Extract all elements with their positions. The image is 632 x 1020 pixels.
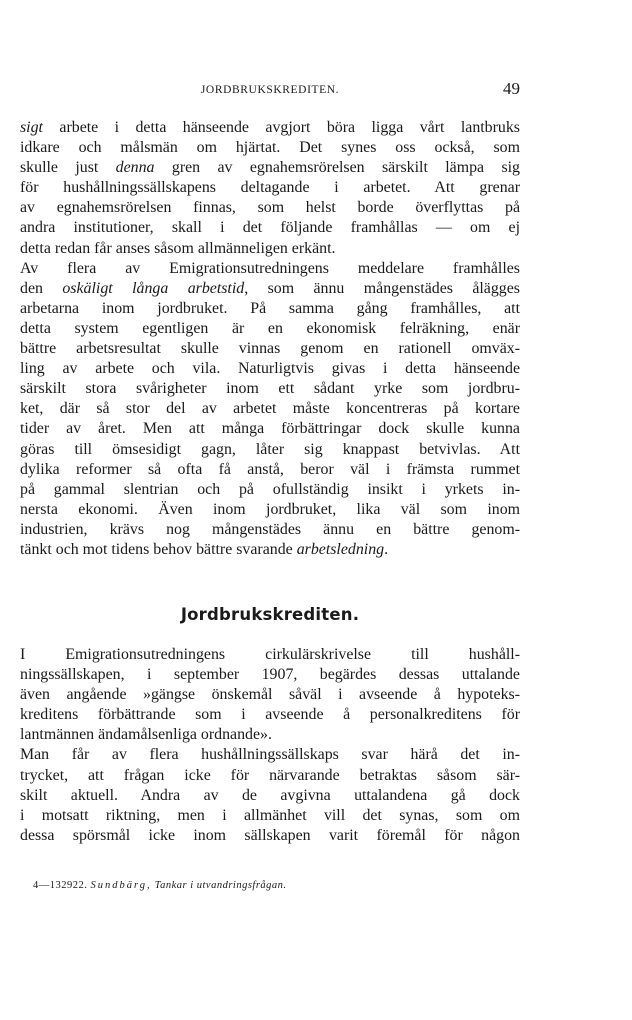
signature-title: Tankar i utvandringsfrågan. bbox=[154, 880, 287, 891]
text-segment: av egnahemsrörelsen finnas, som helst borde överflyttas på bbox=[20, 199, 520, 217]
text-line bbox=[20, 118, 520, 138]
text-line bbox=[20, 480, 520, 500]
page-number: 49 bbox=[503, 79, 520, 98]
text-segment: skulle just bbox=[20, 159, 116, 177]
body-text-block-2 bbox=[20, 645, 520, 846]
text-line bbox=[20, 806, 520, 826]
text-segment: kreditens förbättrande som i avseende å personalkreditens för bbox=[20, 706, 520, 724]
signature-author: Sundbärg, bbox=[90, 880, 152, 891]
text-line bbox=[20, 399, 520, 419]
text-segment: dessa spörsmål icke inom sällskapen varit föremål för någon bbox=[20, 826, 520, 844]
text-line bbox=[20, 239, 520, 259]
running-title: JORDBRUKSKREDITEN. bbox=[200, 84, 340, 96]
text-segment: särskilt stora svårigheter inom ett sådant yrke som jordbru- bbox=[20, 380, 520, 398]
italic-text: oskäligt långa arbetstid bbox=[62, 279, 245, 297]
text-line bbox=[20, 419, 520, 439]
text-line bbox=[20, 520, 520, 540]
text-line bbox=[20, 198, 520, 218]
text-segment: ling av arbete och vila. Naturligtvis givas i detta hänseende bbox=[20, 360, 520, 378]
text-segment: lantmännen ändamålsenliga ordnande». bbox=[20, 726, 272, 744]
text-line bbox=[20, 685, 520, 705]
text-segment: arbetarna inom jordbruket. På samma gång framhålles, att bbox=[20, 299, 520, 317]
text-segment: i motsatt riktning, men i allmänhet vill det synas, som om bbox=[20, 806, 520, 824]
text-segment: gren av egnahemsrörelsen särskilt lämpa sig bbox=[154, 159, 520, 177]
text-segment: tänkt och mot tidens behov bättre svarande bbox=[20, 540, 297, 558]
text-line bbox=[20, 725, 520, 745]
text-line bbox=[20, 460, 520, 480]
text-segment: tider av året. Men att många förbättringar dock skulle kunna bbox=[20, 420, 520, 438]
section-heading: Jordbrukskrediten. bbox=[180, 605, 360, 624]
text-line bbox=[20, 766, 520, 786]
text-segment: Av flera av Emigrationsutredningens meddelare framhålles bbox=[20, 259, 520, 277]
text-line bbox=[20, 705, 520, 725]
text-segment: även angående »gängse önskemål såväl i avseende å hypoteks- bbox=[20, 686, 520, 704]
text-line bbox=[20, 440, 520, 460]
text-line bbox=[20, 339, 520, 359]
text-segment: Man får av flera hushållningssällskaps svar härå det in- bbox=[20, 746, 520, 764]
text-segment: arbete i detta hänseende avgjort böra ligga vårt lantbruks bbox=[42, 119, 520, 136]
text-line bbox=[20, 665, 520, 685]
text-line bbox=[20, 826, 520, 846]
text-segment: detta system egentligen är en ekonomisk felräkning, enär bbox=[20, 319, 520, 337]
text-segment: industrien, krävs nog mångenstädes ännu en bättre genom- bbox=[20, 520, 520, 538]
text-line bbox=[20, 379, 520, 399]
text-segment: dylika reformer så ofta få anstå, beror väl i främsta rummet bbox=[20, 460, 520, 478]
signature-line bbox=[33, 880, 287, 891]
text-line bbox=[20, 786, 520, 806]
text-line bbox=[20, 645, 520, 665]
text-line bbox=[20, 540, 520, 560]
text-segment: andra institutioner, skall i det följande framhållas — om ej bbox=[20, 219, 520, 237]
text-line bbox=[20, 218, 520, 238]
text-line bbox=[20, 158, 520, 178]
signature-number: 4—132922. bbox=[33, 880, 88, 891]
running-head bbox=[20, 79, 520, 104]
text-line bbox=[20, 500, 520, 520]
text-line bbox=[20, 178, 520, 198]
text-line bbox=[20, 319, 520, 339]
text-segment: . bbox=[384, 540, 389, 558]
text-line bbox=[20, 259, 520, 279]
text-line bbox=[20, 299, 520, 319]
text-segment: bättre arbetsresultat skulle vinnas genom en rationell omväx- bbox=[20, 340, 520, 358]
text-segment: detta redan får anses såsom allmänneligen erkänt. bbox=[20, 239, 336, 257]
italic-text: denna bbox=[115, 159, 155, 177]
text-segment: den bbox=[20, 279, 63, 297]
italic-text: sigt bbox=[20, 119, 43, 136]
text-segment: trycket, att frågan icke för närvarande betraktas såsom sär- bbox=[20, 766, 520, 784]
text-line bbox=[20, 138, 520, 158]
text-line bbox=[20, 359, 520, 379]
text-line bbox=[20, 279, 520, 299]
text-line bbox=[20, 745, 520, 765]
text-segment: idkare och målsmän om hjärtat. Det synes oss också, som bbox=[20, 139, 520, 157]
text-segment: på gammal slentrian och på ofullständig insikt i yrkets in- bbox=[20, 480, 520, 498]
text-segment: nersta ekonomi. Även inom jordbruket, lika väl som inom bbox=[20, 500, 520, 518]
text-segment: I Emigrationsutredningens cirkulärskrivelse till hushåll- bbox=[20, 646, 520, 663]
text-segment: ningssällskapen, i september 1907, begärdes dessas uttalande bbox=[20, 666, 520, 684]
italic-text: arbetsledning bbox=[296, 540, 385, 558]
text-segment: , som ännu mångenstädes ålägges bbox=[244, 279, 520, 297]
text-segment: för hushållningssällskapens deltagande i arbetet. Att grenar bbox=[20, 179, 520, 197]
body-text-block-1 bbox=[20, 118, 520, 560]
text-segment: göras till ömsesidigt gagn, låter sig knappast betvivlas. Att bbox=[20, 440, 520, 458]
text-segment: skilt aktuell. Andra av de avgivna uttalandena gå dock bbox=[20, 786, 520, 804]
text-segment: ket, där så stor del av arbetet måste koncentreras på kortare bbox=[20, 400, 520, 418]
